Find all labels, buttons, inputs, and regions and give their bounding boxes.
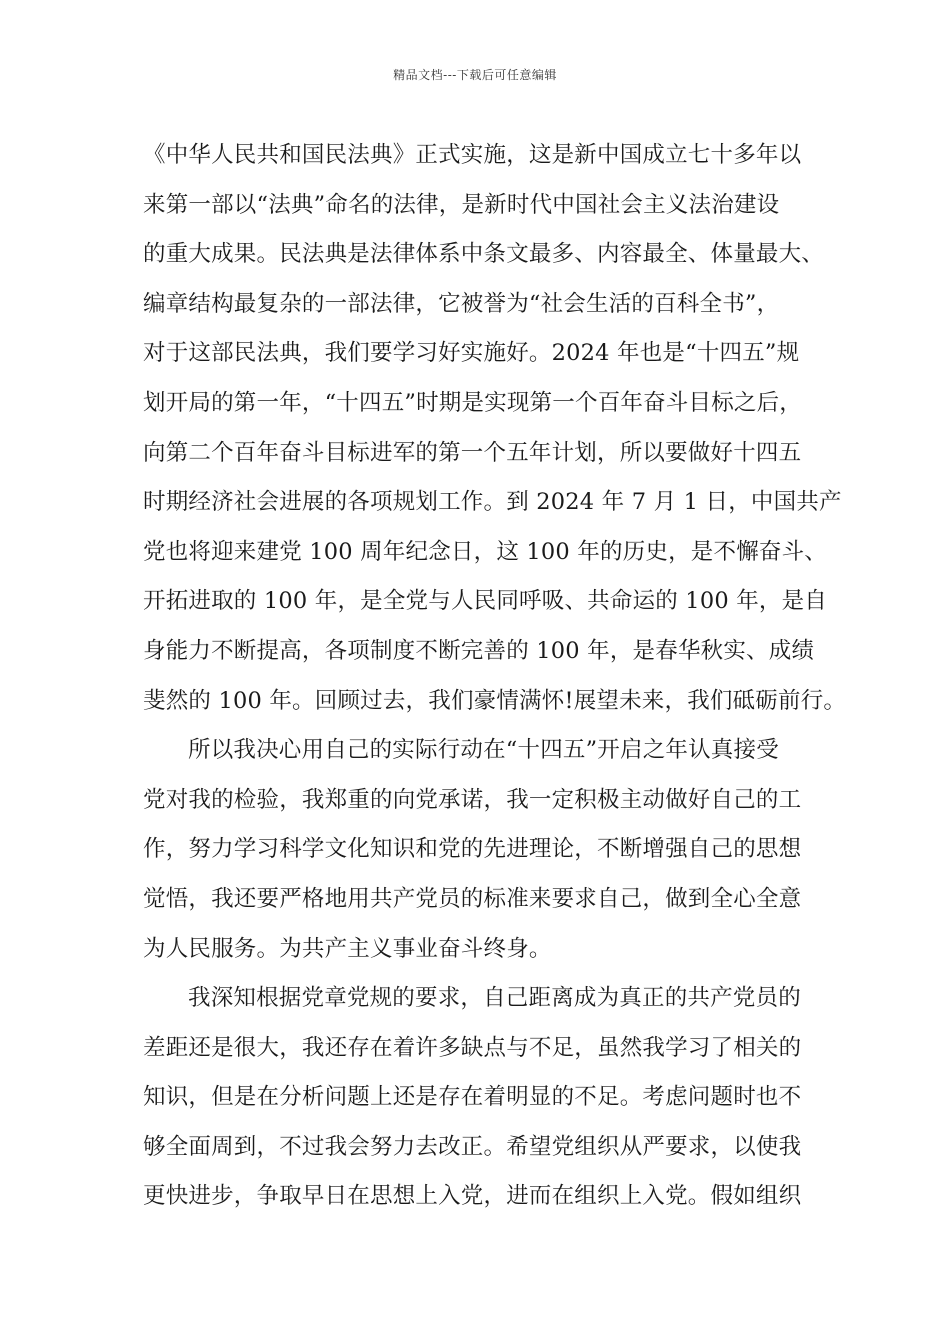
text-line: 为人民服务。为共产主义事业奋斗终身。 [143,935,552,962]
text-line: 作，努力学习科学文化知识和党的先进理论，不断增强自己的思想 [143,836,802,863]
text-line: 对于这部民法典，我们要学习好实施好。2024 年也是“十四五”规 [143,340,800,367]
text-line: 党对我的检验，我郑重的向党承诺，我一定积极主动做好自己的工 [143,786,802,813]
paragraph-1 [143,131,847,726]
text-line: 更快进步，争取早日在思想上入党，进而在组织上入党。假如组织 [143,1183,802,1210]
text-line: 够全面周到，不过我会努力去改正。希望党组织从严要求，以使我 [143,1133,802,1160]
text-line: 身能力不断提高，各项制度不断完善的 100 年，是春华秋实、成绩 [143,637,815,664]
text-line: 差距还是很大，我还存在着许多缺点与不足，虽然我学习了相关的 [143,1034,802,1061]
text-line: 觉悟，我还要严格地用共产党员的标准来要求自己，做到全心全意 [143,885,802,912]
text-line: 知识，但是在分析问题上还是存在着明显的不足。考虑问题时也不 [143,1084,802,1111]
text-line: 编章结构最复杂的一部法律，它被誉为“社会生活的百科全书”， [143,290,780,317]
text-line: 党也将迎来建党 100 周年纪念日，这 100 年的历史，是不懈奋斗、 [143,538,828,565]
text-line: 《中华人民共和国民法典》正式实施，这是新中国成立七十多年以 [143,142,802,168]
text-line: 的重大成果。民法典是法律体系中条文最多、内容最全、体量最大、 [143,241,825,268]
text-line: 来第一部以“法典”命名的法律，是新时代中国社会主义法治建设 [143,191,780,218]
text-line: 斐然的 100 年。回顾过去，我们豪情满怀!展望未来，我们砥砺前行。 [143,687,847,714]
document-body [143,131,847,1222]
text-line: 开拓进取的 100 年，是全党与人民同呼吸、共命运的 100 年，是自 [143,588,828,615]
text-line: 时期经济社会进展的各项规划工作。到 2024 年 7 月 1 日，中国共产 [143,489,842,516]
text-line: 向第二个百年奋斗目标进军的第一个五年计划，所以要做好十四五 [143,439,802,466]
paragraph-3 [143,974,823,1222]
page-header: 精品文档---下载后可任意编辑 [393,68,557,82]
paragraph-2 [143,726,823,974]
text-line: 我深知根据党章党规的要求，自己距离成为真正的共产党员的 [188,985,801,1012]
text-line: 所以我决心用自己的实际行动在“十四五”开启之年认真接受 [188,737,779,764]
text-line: 划开局的第一年，“十四五”时期是实现第一个百年奋斗目标之后， [143,389,803,416]
